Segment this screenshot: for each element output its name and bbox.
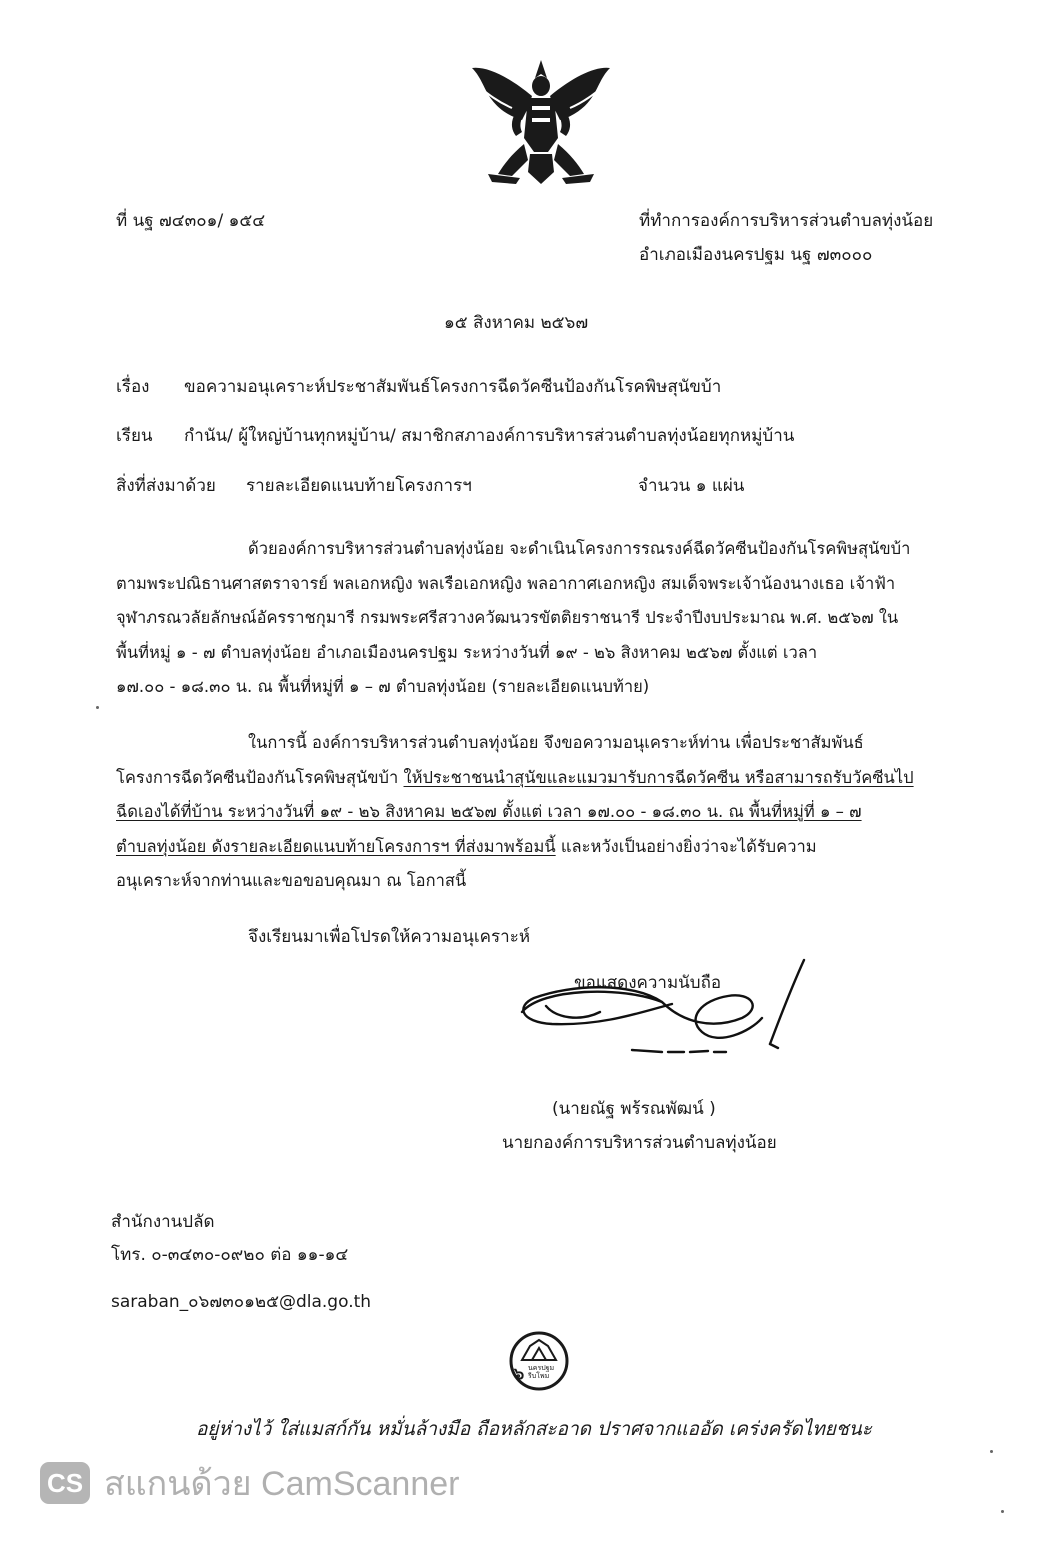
body-paragraph-1 xyxy=(116,532,962,705)
paragraph-2-underlined-line: ฉีดเองได้ที่บ้าน ระหว่างวันที่ ๑๙ - ๒๖ สิงหาคม ๒๕๖๗ ตั้งแต่ เวลา ๑๗.๐๐ - ๑๘.๓๐ น. ณ พื้นที่หมู่ที่ ๑ – ๗ xyxy=(116,802,862,822)
paragraph-1-line: จุฬาภรณวลัยลักษณ์อัครราชกุมารี กรมพระศรีสวางควัฒนวรขัตติยราชนารี ประจำปีงบประมาณ พ.ศ. ๒๕๖๗ ใน xyxy=(116,608,899,628)
paragraph-2-plain-text: โครงการฉีดวัคซีนป้องกันโรคพิษสุนัขบ้า xyxy=(116,767,404,787)
scan-speck xyxy=(990,1450,993,1453)
scan-speck xyxy=(96,706,99,709)
seal-text: นครปฐม รีบโพม xyxy=(528,1364,555,1380)
garuda-emblem-icon xyxy=(468,56,614,188)
scan-speck xyxy=(1001,1510,1004,1513)
paragraph-2-underlined-text: ให้ประชาชนนำสุนัขและแมวมารับการฉีดวัคซีน หรือสามารถรับวัคซีนไป xyxy=(403,767,914,787)
phone-number: โทร. ๐-๓๔๓๐-๐๙๒๐ ต่อ ๑๑-๑๔ xyxy=(111,1245,349,1265)
paragraph-2-line: ในการนี้ องค์การบริหารส่วนตำบลทุ่งน้อย จึงขอความอนุเคราะห์ท่าน เพื่อประชาสัมพันธ์ xyxy=(248,733,864,752)
paragraph-2-line xyxy=(116,761,962,796)
enclosure-text: รายละเอียดแนบท้ายโครงการฯ xyxy=(246,476,472,496)
paragraph-2-line: อนุเคราะห์จากท่านและขอขอบคุณมา ณ โอกาสนี้ xyxy=(116,871,467,891)
signatory-title: นายกองค์การบริหารส่วนตำบลทุ่งน้อย xyxy=(502,1133,777,1153)
handwritten-signature xyxy=(512,952,822,1062)
subject-text: ขอความอนุเคราะห์ประชาสัมพันธ์โครงการฉีดวัคซีนป้องกันโรคพิษสุนัขบ้า xyxy=(184,377,722,397)
letter-date: ๑๕ สิงหาคม ๒๕๖๗ xyxy=(444,313,589,333)
email-address: saraban_๐๖๗๓๐๑๒๕@dla.go.th xyxy=(111,1292,372,1312)
seal-digit: ๖ xyxy=(514,1364,525,1383)
office-address-line-1: ที่ทำการองค์การบริหารส่วนตำบลทุ่งน้อย xyxy=(639,211,934,231)
motto-slogan: อยู่ห่างไว้ ใส่แมสก์กัน หมั่นล้างมือ ถือหลักสะอาด ปราศจากแออัด เคร่งครัดไทยชนะ xyxy=(196,1418,872,1440)
office-name: สำนักงานปลัด xyxy=(111,1212,215,1232)
to-text: กำนัน/ ผู้ใหญ่บ้านทุกหมู่บ้าน/ สมาชิกสภาองค์การบริหารส่วนตำบลทุ่งน้อยทุกหมู่บ้าน xyxy=(184,426,795,446)
paragraph-2-line xyxy=(116,830,962,865)
paragraph-1-line: ตามพระปณิธานศาสตราจารย์ พลเอกหญิง พลเรือเอกหญิง พลอากาศเอกหญิง สมเด็จพระเจ้าน้องนางเธอ เจ้าฟ้า xyxy=(116,573,896,593)
camscanner-watermark xyxy=(40,1458,459,1508)
enclosure-label: สิ่งที่ส่งมาด้วย xyxy=(116,476,216,496)
camscanner-text: สแกนด้วย CamScanner xyxy=(104,1465,460,1503)
reference-number: ที่ นฐ ๗๔๓๐๑/ ๑๕๔ xyxy=(116,211,266,231)
office-address-line-2: อำเภอเมืองนครปฐม นฐ ๗๓๐๐๐ xyxy=(639,245,873,265)
signatory-name: (นายณัฐ พร้รณพัฒน์ ) xyxy=(552,1099,716,1119)
enclosure-count: จำนวน ๑ แผ่น xyxy=(638,476,745,496)
paragraph-2-plain-text: และหวังเป็นอย่างยิ่งว่าจะได้รับความ xyxy=(555,836,817,856)
paragraph-2-underlined-text: ตำบลทุ่งน้อย ดังรายละเอียดแนบท้ายโครงการฯ ที่ส่งมาพร้อมนี้ xyxy=(116,836,556,856)
paragraph-1-line: ๑๗.๐๐ - ๑๘.๓๐ น. ณ พื้นที่หมู่ที่ ๑ – ๗ ตำบลทุ่งน้อย (รายละเอียดแนบท้าย) xyxy=(116,677,650,697)
signature-salutation: ขอแสดงความนับถือ xyxy=(574,973,722,993)
subject-label: เรื่อง xyxy=(116,377,150,397)
camscanner-logo-icon: CS xyxy=(40,1462,90,1504)
paragraph-1-line: ด้วยองค์การบริหารส่วนตำบลทุ่งน้อย จะดำเนินโครงการรณรงค์ฉีดวัคซีนป้องกันโรคพิษสุนัขบ้า xyxy=(248,539,911,558)
nakhon-pathom-seal-icon xyxy=(508,1330,570,1392)
closing-sentence: จึงเรียนมาเพื่อโปรดให้ความอนุเคราะห์ xyxy=(248,927,531,947)
body-paragraph-2 xyxy=(116,726,962,899)
paragraph-1-line: พื้นที่หมู่ ๑ - ๗ ตำบลทุ่งน้อย อำเภอเมืองนครปฐม ระหว่างวันที่ ๑๙ - ๒๖ สิงหาคม ๒๕๖๗ ตั้งแต่ เวลา xyxy=(116,642,818,662)
to-label: เรียน xyxy=(116,426,153,446)
